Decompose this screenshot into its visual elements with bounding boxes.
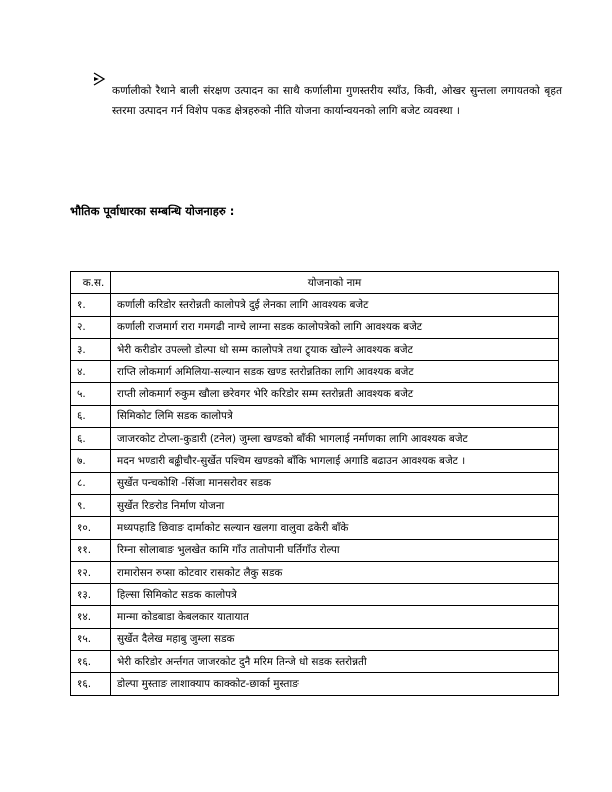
serial-number-cell: १४.: [71, 606, 111, 628]
table-row: [71, 517, 559, 539]
table-row: [71, 606, 559, 628]
table-row: [71, 294, 559, 316]
serial-number-cell: ७.: [71, 450, 111, 472]
serial-number-cell: १०.: [71, 517, 111, 539]
serial-number-cell: ६.: [71, 428, 111, 450]
table-row: [71, 316, 559, 338]
project-name-cell: राप्ति लोकमार्ग अमिलिया-सल्यान सडक खण्ड स्तरोन्नतिका लागि आवश्यक बजेट: [111, 361, 559, 383]
table-row: [71, 628, 559, 650]
project-name-header: योजनाको नाम: [111, 272, 559, 294]
serial-number-cell: १३.: [71, 584, 111, 606]
table-row: [71, 561, 559, 583]
arrow-bullet-icon: [92, 72, 106, 91]
bullet-text: कर्णालीको रैथाने बाली संरक्षण उत्पादन का साथै कर्णालीमा गुणस्तरीय स्याँउ, किवी, ओखर सुन्तला लगायतको बृहत स्तरमा उत्पादन गर्न विशेप पकड क्षेत्रहरुको नीति योजना कार्यान्वयनको लागि बजेट व्यवस्था ।: [112, 84, 562, 117]
serial-number-cell: ८.: [71, 472, 111, 494]
project-name-cell: मदन भण्डारी बढ्ढीचौर-सुर्खेत पश्चिम खण्डको बाँकि भागलाई अगाडि बढाउन आवश्यक बजेट ।: [111, 450, 559, 472]
table-row: [71, 472, 559, 494]
serial-number-cell: १.: [71, 294, 111, 316]
serial-number-cell: २.: [71, 316, 111, 338]
project-name-cell: सुर्खेत दैलेख महाबु जुम्ला सडक: [111, 628, 559, 650]
project-name-cell: सुर्खेत पन्चकोशि -सिंजा मानसरोवर सडक: [111, 472, 559, 494]
table-row: [71, 673, 559, 695]
project-name-cell: हिल्सा सिमिकोट सडक कालोपत्रे: [111, 584, 559, 606]
table-row: [71, 338, 559, 360]
serial-number-cell: ४.: [71, 361, 111, 383]
project-name-cell: राप्ती लोकमार्ग रुकुम खौला छरेवगर भेरि करिडोर सम्म स्तरोन्नती आवश्यक बजेट: [111, 383, 559, 405]
serial-number-cell: १६.: [71, 651, 111, 673]
serial-number-cell: ११.: [71, 539, 111, 561]
table-row: [71, 361, 559, 383]
table-header-row: [71, 272, 559, 294]
project-name-cell: भेरी करिडोर अर्न्तगत जाजरकोट दुनै मरिम तिन्जे धो सडक स्तरोन्नती: [111, 651, 559, 673]
serial-number-cell: १२.: [71, 561, 111, 583]
serial-number-header: क.स.: [71, 272, 111, 294]
table-row: [71, 539, 559, 561]
table-row: [71, 383, 559, 405]
serial-number-cell: ६.: [71, 405, 111, 427]
project-name-cell: डोल्पा मुस्ताङ लाशाक्याप काक्कोट-छार्का मुस्ताङ: [111, 673, 559, 695]
policy-bullet: [92, 70, 562, 131]
serial-number-cell: १६.: [71, 673, 111, 695]
project-name-cell: कर्णाली राजमार्ग रारा गमगढी नाग्चे लाग्ना सडक कालोपत्रेको लागि आवश्यक बजेट: [111, 316, 559, 338]
project-name-cell: रिम्ना सोलाबाङ भुलखेत कामि गाँउ तातोपानी घर्तिगाँउ रोल्पा: [111, 539, 559, 561]
serial-number-cell: ९.: [71, 494, 111, 516]
project-name-cell: मध्यपहाडि छिवाङ दार्माकोट सल्यान खलगा वालुवा ढकेरी बाँके: [111, 517, 559, 539]
serial-number-cell: ५.: [71, 383, 111, 405]
table-row: [71, 450, 559, 472]
project-name-cell: भेरी करीडोर उपल्लो डोल्पा धो सम्म कालोपत्रे तथा ट्र्याक खोल्ने आवश्यक बजेट: [111, 338, 559, 360]
table-row: [71, 651, 559, 673]
table-row: [71, 494, 559, 516]
projects-table-body: [71, 294, 559, 695]
table-row: [71, 428, 559, 450]
section-heading: भौतिक पूर्वाधारका सम्बन्धि योजनाहरु :: [70, 204, 235, 218]
table-row: [71, 584, 559, 606]
table-row: [71, 405, 559, 427]
project-name-cell: मान्मा कोडबाडा केबलकार यातायात: [111, 606, 559, 628]
project-name-cell: सुर्खेत रिङरोड निर्माण योजना: [111, 494, 559, 516]
serial-number-cell: १५.: [71, 628, 111, 650]
project-name-cell: कर्णाली करिडोर स्तरोन्नती कालोपत्रे दुई लेनका लागि आवश्यक बजेट: [111, 294, 559, 316]
serial-number-cell: ३.: [71, 338, 111, 360]
projects-table: [70, 271, 559, 696]
project-name-cell: रामारोसन रुप्सा कोटवार रासकोट लैकु सडक: [111, 561, 559, 583]
project-name-cell: जाजरकोट टोप्ला-कुडारी (टनेल) जुम्ला खण्डको बाँकी भागलाई नर्माणका लागि आवश्यक बजेट: [111, 428, 559, 450]
project-name-cell: सिमिकोट लिमि सडक कालोपत्रे: [111, 405, 559, 427]
